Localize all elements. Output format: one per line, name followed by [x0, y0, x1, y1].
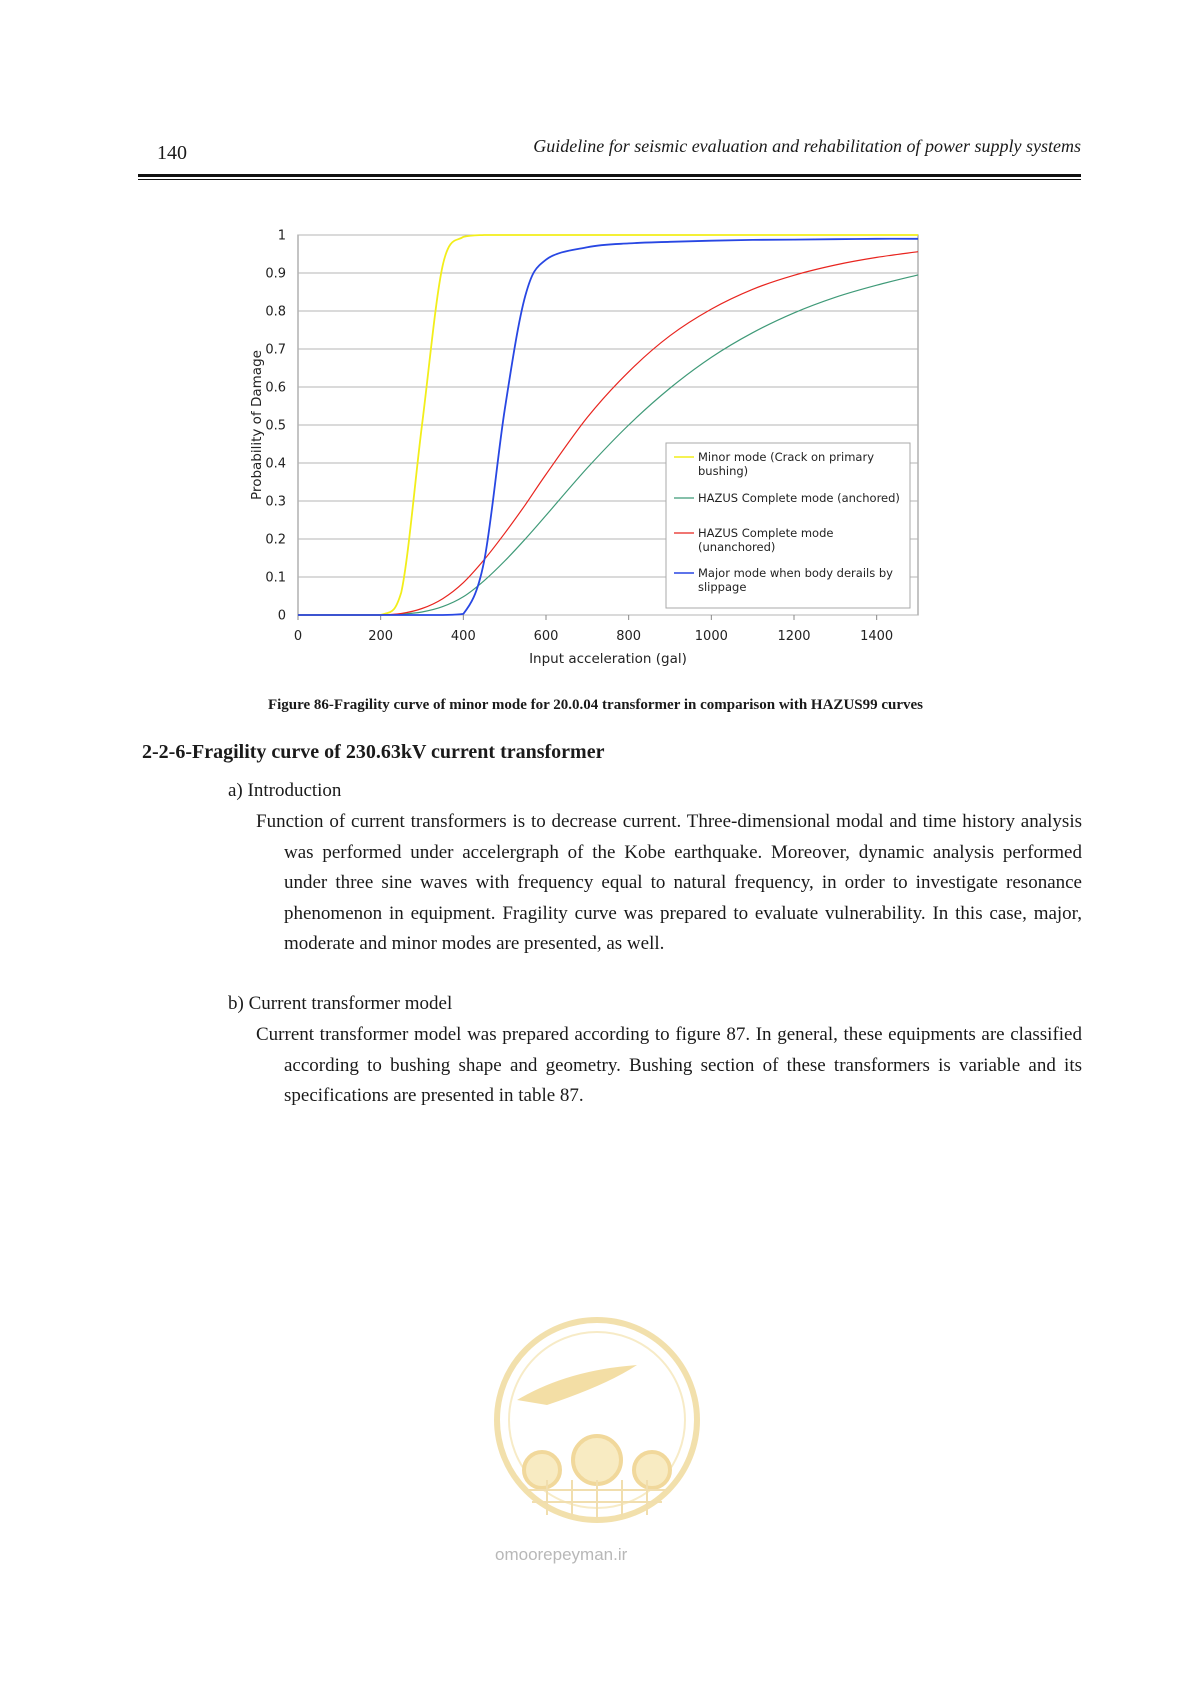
- legend-label-minor-line2: bushing): [698, 464, 749, 478]
- x-tick-label: 1400: [860, 629, 894, 644]
- legend-label-minor-line1: Minor mode (Crack on primary: [698, 450, 875, 464]
- y-tick-label: 0.7: [265, 342, 286, 358]
- header-rule-thin: [138, 179, 1081, 180]
- y-tick-label: 0.8: [265, 304, 286, 320]
- y-tick-label: 0.1: [265, 570, 286, 586]
- x-tick-label: 1200: [777, 629, 811, 644]
- x-tick-labels: [294, 615, 893, 644]
- y-tick-labels: [265, 229, 286, 624]
- figure-caption: Figure 86-Fragility curve of minor mode for 20.0.04 transformer in comparison with HAZUS99 curves: [267, 697, 924, 713]
- legend-label-unanchored-line1: HAZUS Complete mode: [698, 526, 834, 540]
- running-title: Guideline for seismic evaluation and rehabilitation of power supply systems: [533, 136, 1081, 156]
- section-heading: 2-2-6-Fragility curve of 230.63kV current transformer: [142, 741, 605, 763]
- x-axis-title: Input acceleration (gal): [529, 651, 687, 667]
- y-tick-label: 0: [277, 608, 286, 624]
- x-tick-label: 1000: [694, 629, 728, 644]
- legend-label-major-line2: slippage: [698, 580, 747, 594]
- y-tick-label: 1: [277, 228, 286, 244]
- x-tick-label: 600: [533, 629, 559, 644]
- legend: [666, 443, 910, 608]
- watermark-logo: [487, 1310, 707, 1560]
- y-tick-label: 0.4: [265, 456, 286, 472]
- y-axis-title: Probability of Damage: [249, 350, 265, 500]
- page-number: 140: [157, 142, 187, 164]
- x-tick-label: 0: [293, 629, 303, 644]
- watermark-text: omoorepeyman.ir: [495, 1545, 628, 1564]
- fragility-chart: [238, 220, 938, 680]
- y-tick-label: 0.2: [265, 532, 286, 548]
- subheading-current-transformer-model: b) Current transformer model: [228, 993, 453, 1014]
- paragraph-introduction: Function of current transformers is to decrease current. Three-dimensional modal and time history analysis was performed under accelergraph of the Kobe earthquake. Moreover, dynamic analysis performed under three sine waves with frequency equal to natural frequency, in order to investigate resonance phenomenon in equipment. Fragility curve was prepared to evaluate vulnerability. In this case, major, moderate and minor modes are presented, as well.: [256, 811, 1082, 954]
- y-tick-label: 0.6: [265, 380, 286, 396]
- x-tick-label: 200: [368, 629, 394, 644]
- y-tick-label: 0.3: [265, 494, 286, 510]
- x-tick-label: 400: [450, 629, 476, 644]
- subheading-introduction: a) Introduction: [228, 780, 342, 801]
- legend-label-anchored: HAZUS Complete mode (anchored): [698, 491, 900, 505]
- paragraph-current-transformer-model: Current transformer model was prepared according to figure 87. In general, these equipments are classified according to bushing shape and geometry. Bushing section of these transformers is variable and its specifications are presented in table 87.: [256, 1024, 1082, 1106]
- y-tick-label: 0.9: [265, 266, 286, 282]
- legend-label-unanchored-line2: (unanchored): [698, 540, 776, 554]
- header-rule-thick: [138, 174, 1081, 177]
- legend-label-major-line1: Major mode when body derails by: [698, 566, 893, 580]
- x-tick-label: 800: [616, 629, 642, 644]
- y-tick-label: 0.5: [265, 418, 286, 434]
